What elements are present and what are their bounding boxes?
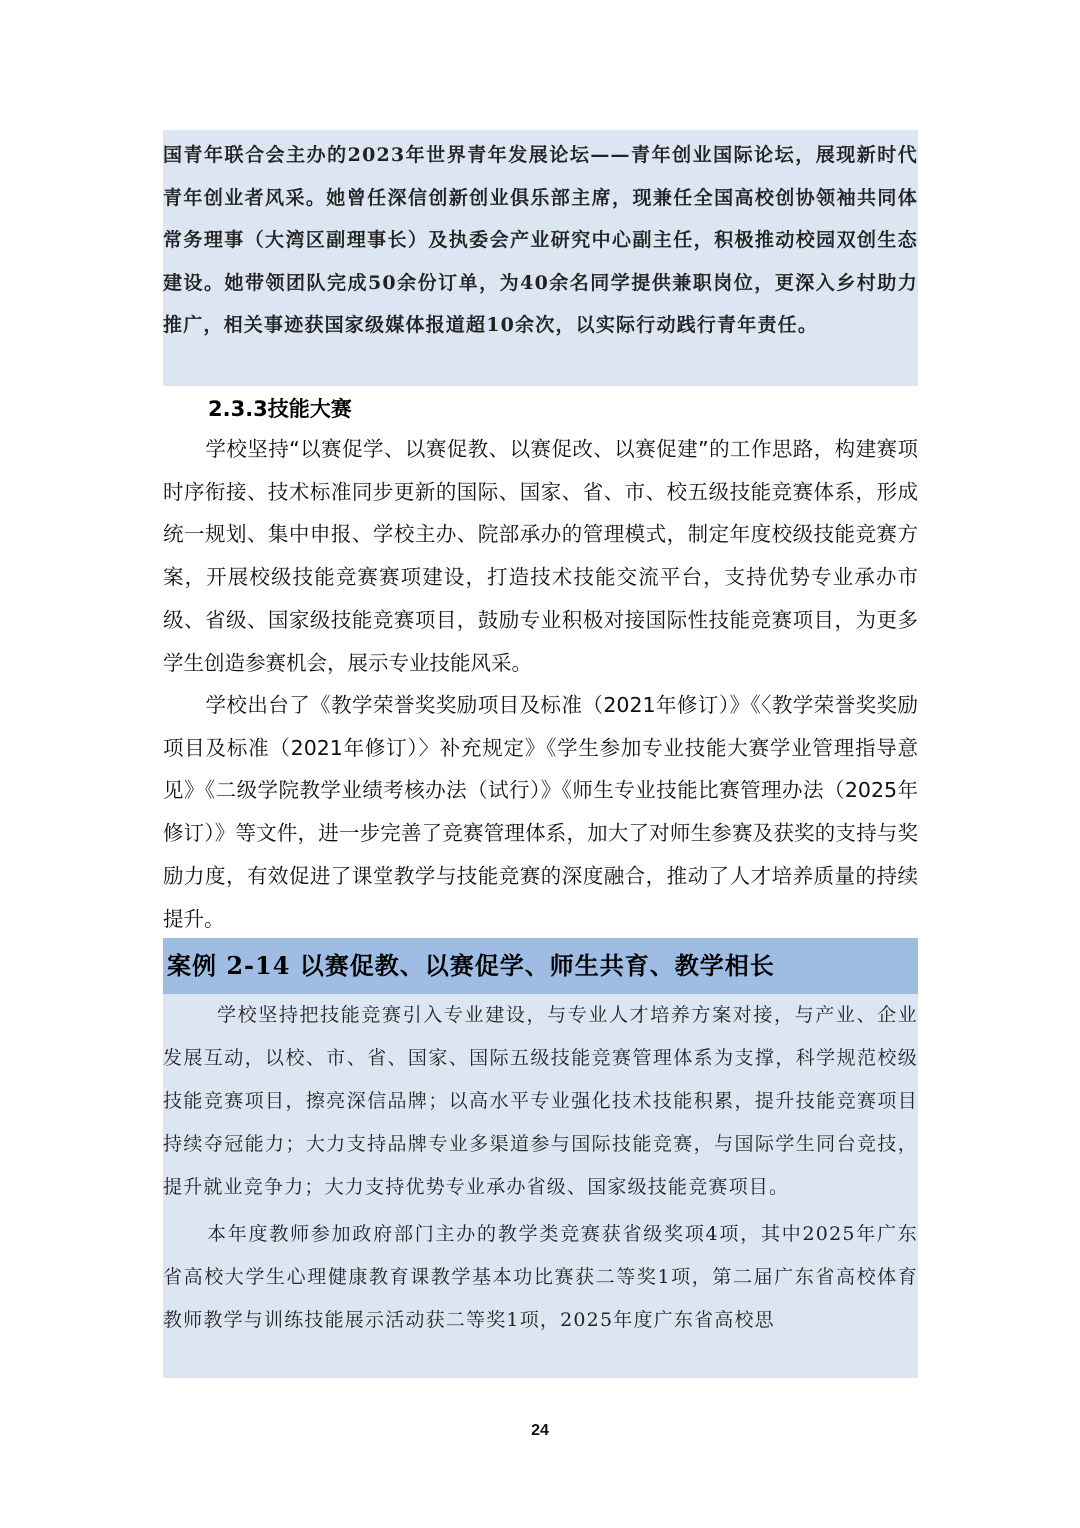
case-paragraph-2: 本年度教师参加政府部门主办的教学类竞赛获省级奖项4项，其中2025年广东省高校大学生心理健康教育课教学基本功比赛获二等奖1项，第二届广东省高校体育教师教学与训练技能展示活动获二等奖1项，2025年度广东省高校思 [163,1223,918,1331]
page-number: 24 [531,1422,549,1439]
section-heading: 2.3.3技能大赛 [208,397,352,421]
case-box [163,994,918,1378]
case-paragraph-1: 学校坚持把技能竞赛引入专业建设，与专业人才培养方案对接，与产业、企业发展互动，以校、市、省、国家、国际五级技能竞赛管理体系为支撑，科学规范校级技能竞赛项目，擦亮深信品牌；以高水平专业强化技术技能积累，提升技能竞赛项目持续夺冠能力；大力支持品牌专业多渠道参与国际技能竞赛，与国际学生同台竞技，提升就业竞争力；大力支持优势专业承办省级、国家级技能竞赛项目。 [163,1004,918,1198]
continued-case-text: 国青年联合会主办的2023年世界青年发展论坛——青年创业国际论坛，展现新时代青年创业者风采。她曾任深信创新创业俱乐部主席，现兼任全国高校创协领袖共同体常务理事（大湾区副理事长）及执委会产业研究中心副主任，积极推动校园双创生态建设。她带领团队完成50余份订单，为40余名同学提供兼职岗位，更深入乡村助力推广，相关事迹获国家级媒体报道超10余次，以实际行动践行青年责任。 [163,144,918,336]
section-paragraph-2: 学校出台了《教学荣誉奖奖励项目及标准（2021年修订）》《〈教学荣誉奖奖励项目及标准（2021年修订）〉补充规定》《学生参加专业技能大赛学业管理指导意见》《二级学院教学业绩考核办法（试行）》《师生专业技能比赛管理办法（2025年修订）》等文件，进一步完善了竞赛管理体系，加大了对师生参赛及获奖的支持与奖励力度，有效促进了课堂教学与技能竞赛的深度融合，推动了人才培养质量的持续提升。 [163,693,918,931]
case-title-bar: 案例 2-14 以赛促教、以赛促学、师生共育、教学相长 [163,938,918,994]
continued-case-box [163,130,918,386]
section-paragraph-1: 学校坚持“以赛促学、以赛促教、以赛促改、以赛促建”的工作思路，构建赛项时序衔接、技术标准同步更新的国际、国家、省、市、校五级技能竞赛体系，形成统一规划、集中申报、学校主办、院部承办的管理模式，制定年度校级技能竞赛方案，开展校级技能竞赛赛项建设，打造技术技能交流平台，支持优势专业承办市级、省级、国家级技能竞赛项目，鼓励专业积极对接国际性技能竞赛项目，为更多学生创造参赛机会，展示专业技能风采。 [163,437,918,675]
